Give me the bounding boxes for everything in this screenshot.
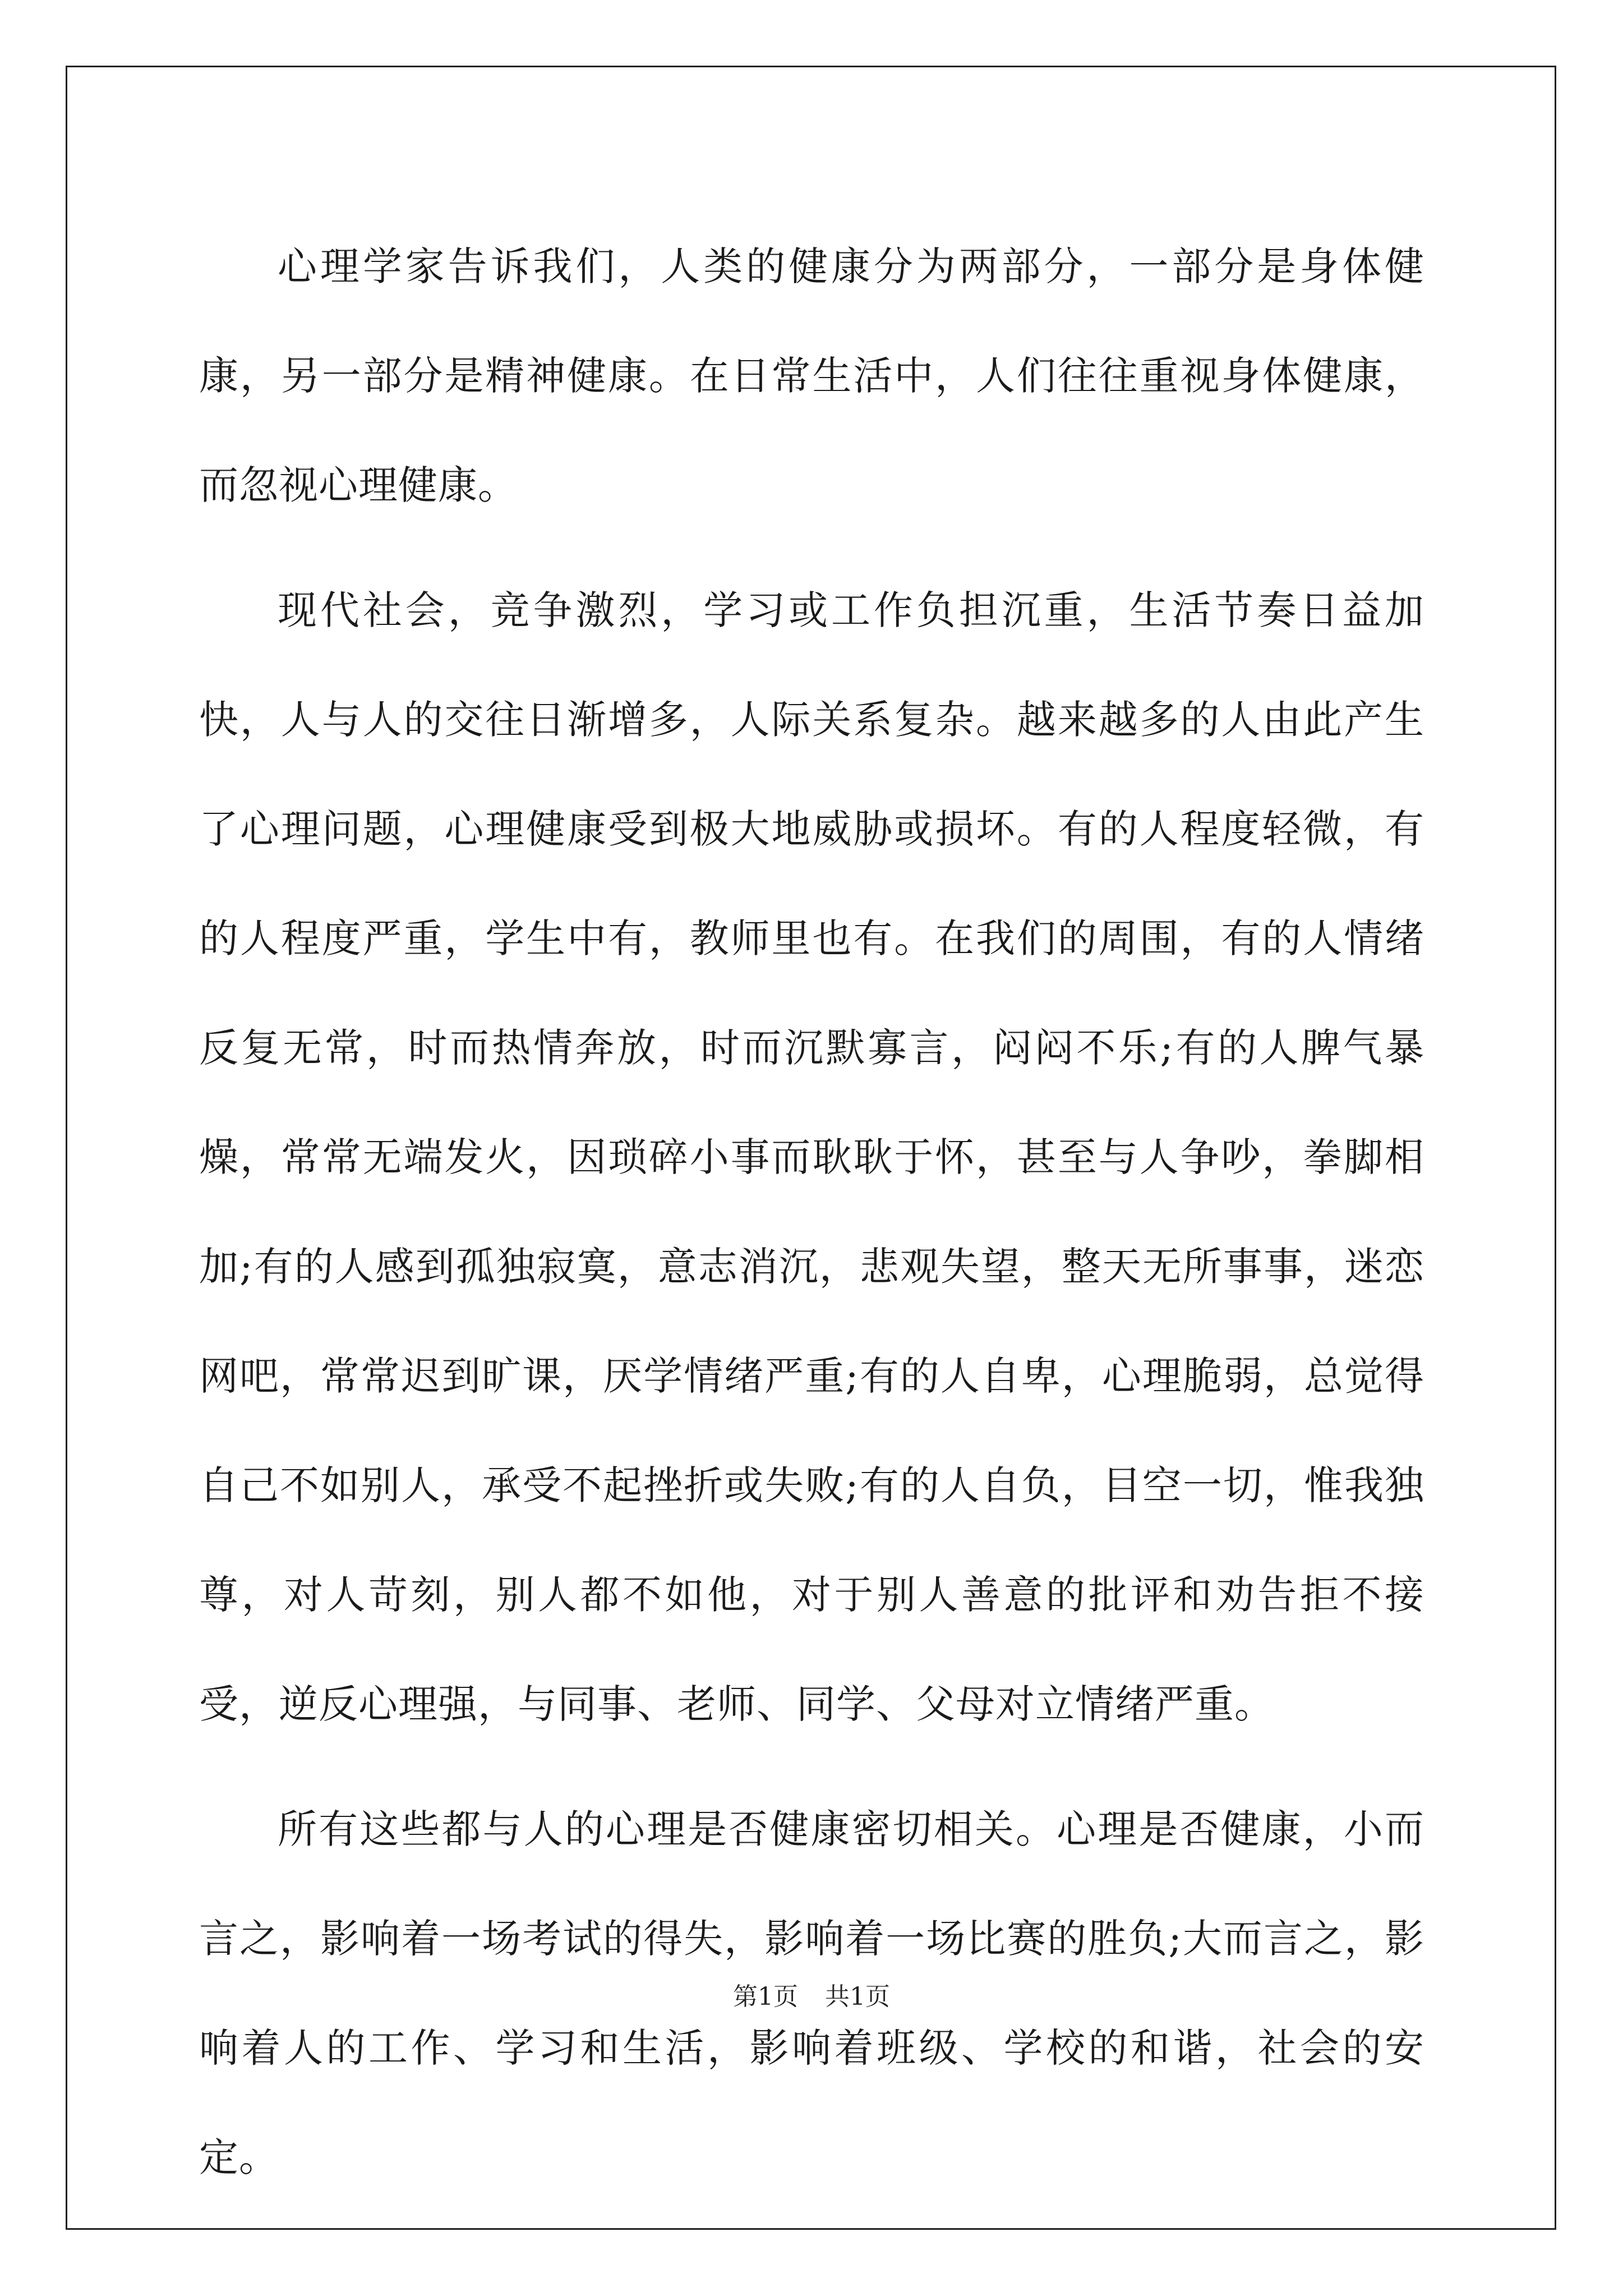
current-page-label: 第1页	[733, 1982, 798, 2011]
paragraph-3: 所有这些都与人的心理是否健康密切相关。心理是否健康，小而言之，影响着一场考试的得失，影响着一场比赛的胜负;大而言之，影响着人的工作、学习和生活，影响着班级、学校的和谐，社会的安定。	[199, 1806, 1424, 2180]
paragraph-2: 现代社会，竞争激烈，学习或工作负担沉重，生活节奏日益加快，人与人的交往日渐增多，人际关系复杂。越来越多的人由此产生了心理问题，心理健康受到极大地威胁或损坏。有的人程度轻微，有的人程度严重，学生中有，教师里也有。在我们的周围，有的人情绪反复无常，时而热情奔放，时而沉默寡言，闷闷不乐;有的人脾气暴燥，常常无端发火，因琐碎小事而耿耿于怀，甚至与人争吵，拳脚相加;有的人感到孤独寂寞，意志消沉，悲观失望，整天无所事事，迷恋网吧，常常迟到旷课，厌学情绪严重;有的人自卑，心理脆弱，总觉得自己不如别人，承受不起挫折或失败;有的人自负，目空一切，惟我独尊，对人苛刻，别人都不如他，对于别人善意的批评和劝告拒不接受，逆反心理强，与同事、老师、同学、父母对立情绪严重。	[199, 587, 1424, 1727]
document-body	[199, 212, 1424, 2228]
total-pages-label: 共1页	[825, 1982, 890, 2011]
page-footer	[0, 1980, 1623, 2014]
paragraph-1: 心理学家告诉我们，人类的健康分为两部分，一部分是身体健康，另一部分是精神健康。在日常生活中，人们往往重视身体健康，而忽视心理健康。	[199, 243, 1424, 508]
